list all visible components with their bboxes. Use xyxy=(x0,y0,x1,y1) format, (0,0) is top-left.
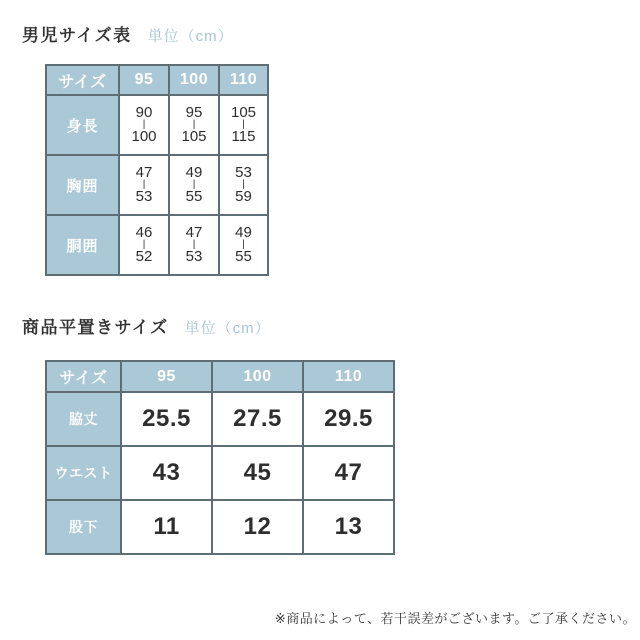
range-max: 55 xyxy=(185,188,203,205)
header-cell-100: 100 xyxy=(212,361,303,392)
table-cell: 13 xyxy=(303,500,394,554)
range-min: 90 xyxy=(135,104,153,122)
range-max: 59 xyxy=(235,188,252,205)
range-max: 53 xyxy=(135,188,153,205)
row-label-cell: 股下 xyxy=(46,500,121,554)
table-cell xyxy=(169,215,219,275)
range-separator: | xyxy=(242,179,245,190)
range-min: 53 xyxy=(235,164,252,182)
boys-size-section-header xyxy=(22,21,234,46)
header-cell-100: 100 xyxy=(169,65,219,95)
table-cell xyxy=(219,215,268,275)
row-label-cell: 胴囲 xyxy=(46,215,119,275)
header-cell-size: サイズ xyxy=(46,65,119,95)
header-cell-95: 95 xyxy=(119,65,169,95)
footnote: ※商品によって、若干誤差がございます。ご了承ください。 xyxy=(274,611,636,626)
range-min: 47 xyxy=(135,164,153,182)
range-max: 100 xyxy=(131,128,157,145)
section-title: 男児サイズ表 xyxy=(22,26,132,45)
header-cell-110: 110 xyxy=(303,361,394,392)
table-row-side-length xyxy=(46,392,394,446)
unit-label: 単位（cm） xyxy=(184,320,271,337)
range-min: 47 xyxy=(185,224,203,242)
range-min: 49 xyxy=(185,164,203,182)
range-max: 55 xyxy=(235,248,252,265)
table-cell xyxy=(119,215,169,275)
range-separator: | xyxy=(192,179,196,190)
table-row-waist xyxy=(46,215,268,275)
range-max: 115 xyxy=(231,128,256,145)
range-separator: | xyxy=(242,239,245,250)
range-separator: | xyxy=(242,119,245,130)
flat-size-section-header xyxy=(22,313,271,338)
range-separator: | xyxy=(192,119,196,130)
range-min: 46 xyxy=(135,224,153,242)
row-label-cell: 胸囲 xyxy=(46,155,119,215)
table-row-chest xyxy=(46,155,268,215)
table-cell: 11 xyxy=(121,500,212,554)
table-cell xyxy=(219,95,268,155)
range-max: 52 xyxy=(135,248,153,265)
table-row-waist xyxy=(46,446,394,500)
range-min: 105 xyxy=(230,104,257,122)
range-min: 49 xyxy=(235,224,252,242)
range-max: 105 xyxy=(181,128,207,145)
table-cell xyxy=(169,155,219,215)
table-header-row xyxy=(46,361,394,392)
table-cell: 43 xyxy=(121,446,212,500)
section-title: 商品平置きサイズ xyxy=(22,318,169,337)
range-separator: | xyxy=(142,119,146,130)
table-cell: 29.5 xyxy=(303,392,394,446)
boys-size-table xyxy=(45,64,269,276)
header-cell-95: 95 xyxy=(121,361,212,392)
range-separator: | xyxy=(142,179,146,190)
table-cell: 12 xyxy=(212,500,303,554)
table-header-row xyxy=(46,65,268,95)
row-label-cell: ウエスト xyxy=(46,446,121,500)
table-cell xyxy=(219,155,268,215)
table-row-inseam xyxy=(46,500,394,554)
range-max: 53 xyxy=(185,248,203,265)
table-cell: 47 xyxy=(303,446,394,500)
range-min: 95 xyxy=(185,104,203,122)
table-cell: 27.5 xyxy=(212,392,303,446)
row-label-cell: 脇丈 xyxy=(46,392,121,446)
range-separator: | xyxy=(192,239,196,250)
table-cell: 25.5 xyxy=(121,392,212,446)
header-cell-110: 110 xyxy=(219,65,268,95)
range-separator: | xyxy=(142,239,146,250)
table-row-height xyxy=(46,95,268,155)
header-cell-size: サイズ xyxy=(46,361,121,392)
table-cell xyxy=(119,155,169,215)
row-label-cell: 身長 xyxy=(46,95,119,155)
table-cell: 45 xyxy=(212,446,303,500)
flat-size-table xyxy=(45,360,395,555)
unit-label: 単位（cm） xyxy=(147,28,234,45)
table-cell xyxy=(169,95,219,155)
table-cell xyxy=(119,95,169,155)
